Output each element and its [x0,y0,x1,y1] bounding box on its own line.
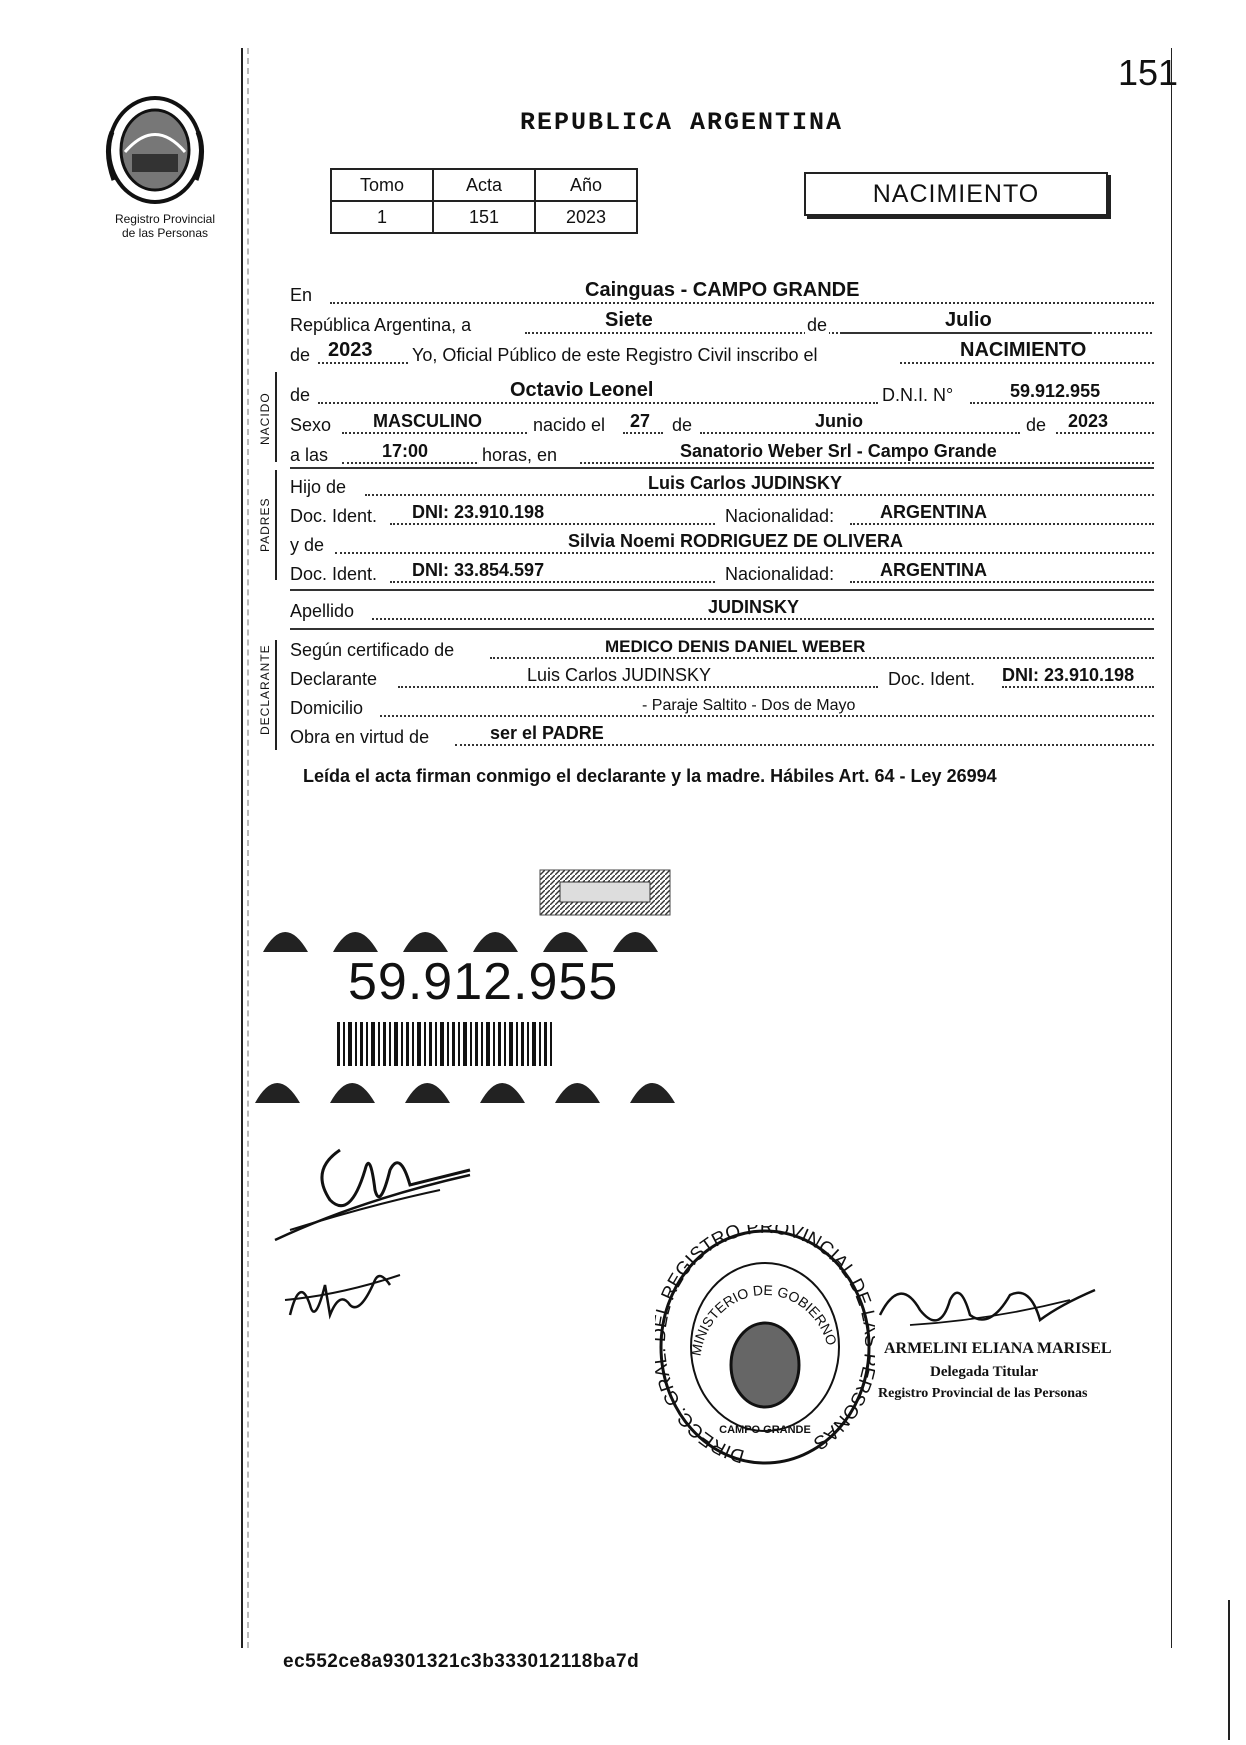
logo-caption-line2: de las Personas [121,226,209,240]
seal-bottom-text: CAMPO GRANDE [719,1424,811,1436]
left-dotted-guide [247,48,249,1648]
year-text: Yo, Oficial Público de este Registro Civil inscribo el [412,345,818,365]
row-obra [290,724,1154,750]
signature-mother [280,1255,410,1335]
registry-logo [100,92,210,207]
section-label-declarante: DECLARANTE [258,644,272,735]
row-domicile [290,695,1154,721]
signature-official [870,1275,1100,1345]
table-value-anio: 2023 [535,201,637,233]
domicile-label: Domicilio [290,698,364,718]
page-number: 151 [1118,52,1179,93]
declarant-doc-label: Doc. Ident. [888,669,976,689]
domicile-value: - Paraje Saltito - Dos de Mayo [642,697,856,714]
father-doc: DNI: 23.910.198 [412,502,545,522]
child-de2-label: de [672,415,693,435]
child-de3-label: de [1026,415,1047,435]
child-born-label: nacido el [533,415,606,435]
date-day: Siete [605,309,653,331]
row-certificate [290,637,1154,663]
father-label: Hijo de [290,477,347,497]
row-child-sex [290,412,1154,438]
table-value-tomo: 1 [331,201,433,233]
separator-padres [290,589,1154,591]
row-surname [290,598,1154,624]
right-edge-mark [1228,1600,1230,1740]
row-year [290,339,1154,368]
surname-value: JUDINSKY [708,597,800,617]
seal-inner-text: MINISTERIO DE GOBIERNO [687,1281,841,1358]
mother-doc: DNI: 33.854.597 [412,560,545,580]
mother-doc-label: Doc. Ident. [290,564,378,584]
father-name: Luis Carlos JUDINSKY [648,473,843,493]
mother-nat: ARGENTINA [880,560,987,580]
id-label-number: 59.912.955 [348,953,619,1011]
signatory-org: Registro Provincial de las Personas [878,1386,1088,1401]
row-father [290,474,1154,500]
year-record-value: NACIMIENTO [960,339,1087,361]
table-header-anio: Año [535,169,637,201]
date-label: República Argentina, a [290,315,472,335]
logo-caption [80,212,250,240]
child-hours-label: horas, en [482,445,558,465]
document-hash: ec552ce8a9301321c3b333012118ba7d [283,1651,640,1672]
section-label-padres: PADRES [258,497,272,552]
child-dni-label: D.N.I. N° [882,385,954,405]
left-margin-line [241,48,243,1648]
record-type-box: NACIMIENTO [804,172,1108,216]
child-sex: MASCULINO [373,411,482,431]
surname-label: Apellido [290,601,355,621]
table-header-tomo: Tomo [331,169,433,201]
page-title: REPUBLICA ARGENTINA [520,108,844,137]
declarant-label: Declarante [290,669,378,689]
row-date [290,309,1154,338]
child-de-label: de [290,385,311,405]
seal-outer-text: DIRECC. GR REGISTRO PROVINCIAL DE RSONAS [655,1225,875,1467]
cert-value: MEDICO DENIS DANIEL WEBER [605,637,866,656]
row-child-name [290,379,1154,408]
registry-table [330,168,638,234]
child-born-day: 27 [630,411,651,431]
date-de-label: de [807,315,828,335]
declarant-name: Luis Carlos JUDINSKY [527,665,712,685]
location-value: Cainguas - CAMPO GRANDE [585,279,860,301]
section-bracket-declarante [275,640,277,750]
right-margin-line [1171,48,1172,1648]
section-bracket-padres [275,470,277,580]
table-value-acta: 151 [433,201,535,233]
father-doc-label: Doc. Ident. [290,506,378,526]
row-father-doc [290,503,1154,529]
location-label: En [290,285,313,305]
cert-label: Según certificado de [290,640,455,660]
obra-label: Obra en virtud de [290,727,430,747]
mother-label: y de [290,535,325,555]
father-nat-label: Nacionalidad: [725,506,835,526]
closing-note: Leída el acta firman conmigo el declarante y la madre. Hábiles Art. 64 - Ley 26994 [303,766,997,786]
official-seal [655,1225,875,1470]
mother-nat-label: Nacionalidad: [725,564,835,584]
child-dni: 59.912.955 [1010,381,1101,401]
child-sex-label: Sexo [290,415,332,435]
declarant-doc: DNI: 23.910.198 [1002,665,1135,685]
date-month: Julio [945,309,992,331]
section-bracket-nacido [275,372,277,462]
year-de-label: de [290,345,311,365]
row-child-place [290,442,1154,468]
child-place: Sanatorio Weber Srl - Campo Grande [680,441,997,461]
child-time-label: a las [290,445,329,465]
signatory-role: Delegada Titular [930,1364,1039,1380]
section-label-nacido: NACIDO [258,392,272,445]
year-value: 2023 [328,339,373,361]
row-mother-doc [290,561,1154,587]
row-declarant [290,666,1154,692]
obra-value: ser el PADRE [490,723,604,743]
child-born-year: 2023 [1068,411,1109,431]
logo-caption-line1: Registro Provincial [114,212,216,226]
father-nat: ARGENTINA [880,502,987,522]
table-header-acta: Acta [433,169,535,201]
mother-name: Silvia Noemi RODRIGUEZ DE OLIVERA [568,531,904,551]
child-born-month: Junio [815,411,863,431]
signatory-name: ARMELINI ELIANA MARISEL [884,1340,1112,1357]
separator-apellido [290,628,1154,630]
signature-declarant [270,1130,480,1250]
row-location [290,279,1154,308]
row-mother [290,532,1154,558]
child-name: Octavio Leonel [510,379,654,401]
separator-nacido [290,467,1154,469]
child-time: 17:00 [382,441,429,461]
